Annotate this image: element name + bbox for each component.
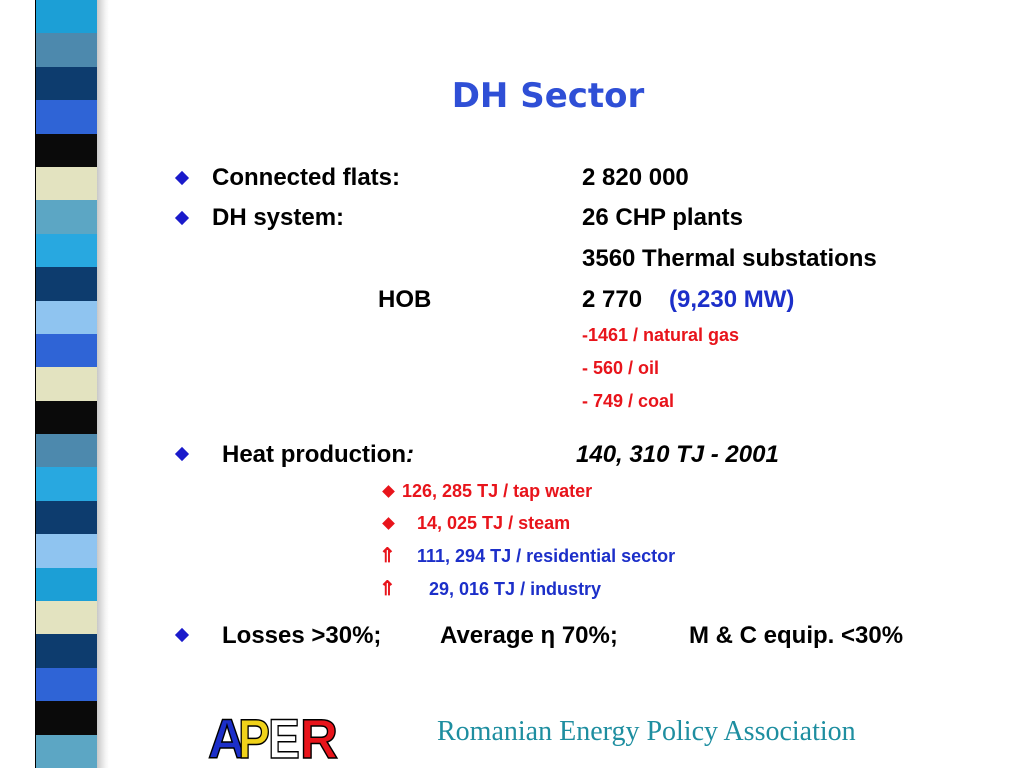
footer-association-name: Romanian Energy Policy Association	[437, 716, 856, 747]
hob-value: 2 770	[582, 286, 643, 313]
aper-logo	[208, 706, 343, 762]
hob-item: - 749 / coal	[582, 391, 675, 411]
red-bullet-icon	[382, 485, 395, 498]
up-arrow-icon: ⇑	[379, 545, 396, 567]
stripe-segment	[36, 134, 98, 167]
mc-equipment-text: M & C equip. <30%	[689, 622, 904, 649]
stripe-segment	[36, 234, 98, 267]
heat-item-industry: 29, 016 TJ / industry	[429, 579, 602, 599]
bullet-icon	[175, 171, 189, 185]
svg-text:R: R	[300, 707, 338, 762]
losses-text: Losses >30%;	[222, 622, 382, 649]
stripe-segment	[36, 301, 98, 334]
stripe-segment	[36, 601, 98, 634]
connected-flats-value: 2 820 000	[582, 164, 689, 191]
stripe-segment	[36, 33, 98, 66]
svg-text:E: E	[268, 707, 300, 762]
stripe-segment	[36, 668, 98, 701]
stripe-segment	[36, 735, 98, 768]
heat-production-label: Heat production:	[222, 441, 414, 468]
svg-text:A: A	[208, 707, 246, 762]
bullet-icon	[175, 211, 189, 225]
connected-flats-label: Connected flats:	[212, 164, 401, 191]
stripe-segment	[36, 568, 98, 601]
stripe-segment	[36, 467, 98, 500]
stripe-segment	[36, 367, 98, 400]
hob-capacity: (9,230 MW)	[669, 286, 795, 313]
stripe-segment	[36, 501, 98, 534]
stripe-segment	[36, 434, 98, 467]
stripe-segment	[36, 534, 98, 567]
average-efficiency-text: Average η 70%;	[440, 622, 618, 649]
red-bullet-icon	[382, 517, 395, 530]
heat-item-steam: 14, 025 TJ / steam	[417, 513, 571, 533]
dh-system-chp: 26 CHP plants	[582, 204, 743, 231]
hob-item: - 560 / oil	[582, 358, 660, 378]
stripe-segment	[36, 334, 98, 367]
bullet-icon	[175, 628, 189, 642]
stripe-segment	[36, 634, 98, 667]
dh-system-substations: 3560 Thermal substations	[582, 245, 877, 272]
stripe-segment	[36, 0, 98, 33]
hob-label: HOB	[378, 286, 432, 313]
svg-text:P: P	[238, 707, 270, 762]
heat-production-value: 140, 310 TJ - 2001	[576, 441, 779, 468]
slide-title: DH Sector	[451, 76, 645, 116]
heat-item-residential: 111, 294 TJ / residential sector	[417, 546, 676, 566]
stripe-segment	[36, 401, 98, 434]
dh-system-label: DH system:	[212, 204, 345, 231]
heat-item-tap-water: 126, 285 TJ / tap water	[402, 481, 593, 501]
bullet-icon	[175, 447, 189, 461]
stripe-segment	[36, 267, 98, 300]
up-arrow-icon: ⇑	[379, 578, 396, 600]
stripe-segment	[36, 701, 98, 734]
stripe-segment	[36, 167, 98, 200]
stripe-segment	[36, 200, 98, 233]
hob-item: -1461 / natural gas	[582, 325, 740, 345]
